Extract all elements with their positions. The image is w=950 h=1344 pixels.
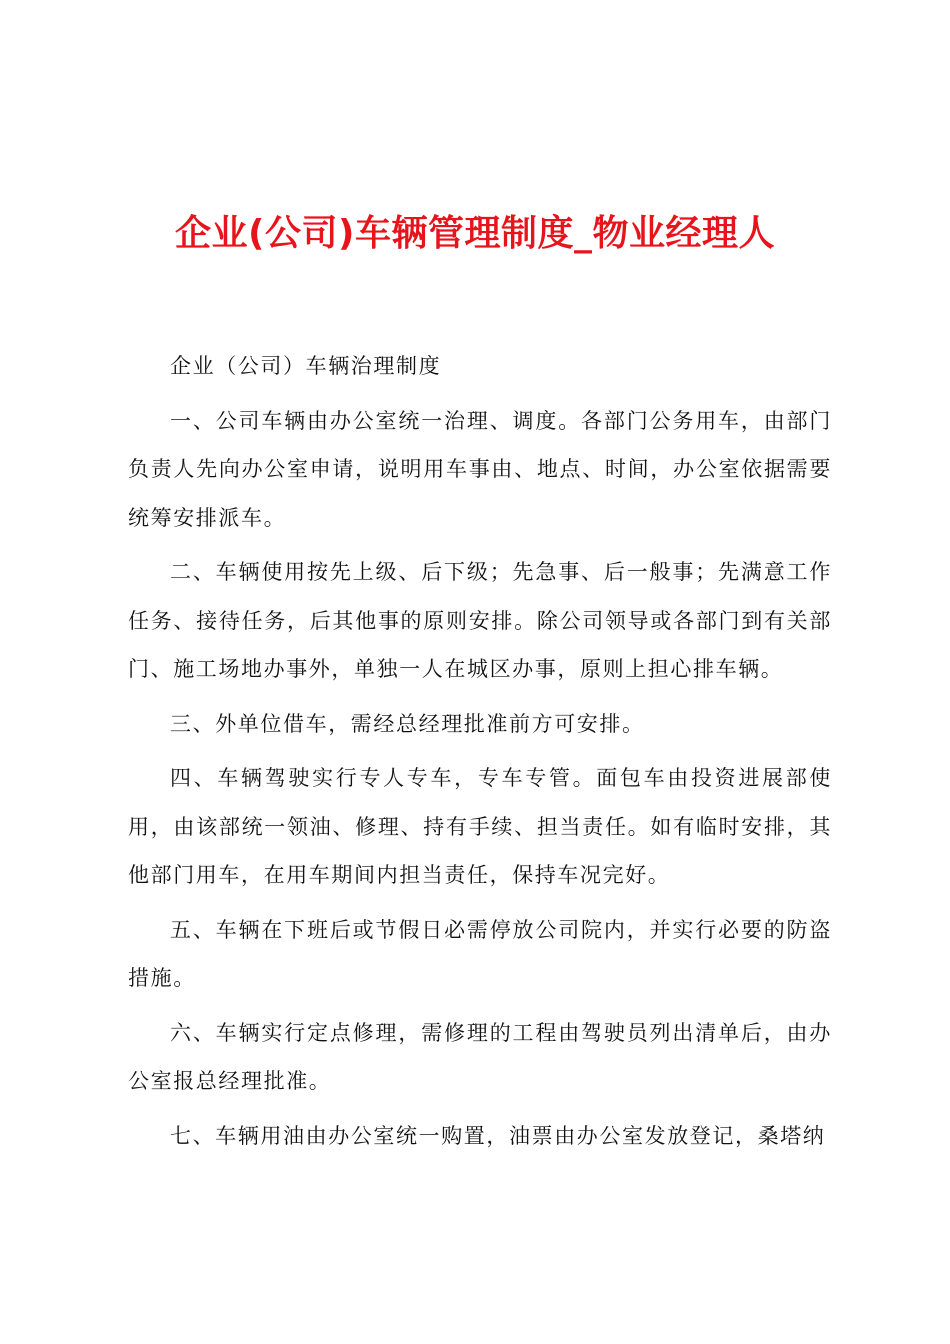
paragraph-heading: 企业（公司）车辆治理制度 xyxy=(170,354,442,378)
document-body xyxy=(128,342,832,1166)
paragraph-3: 三、外单位借车，需经总经理批准前方可安排。 xyxy=(170,711,645,736)
paragraph-1: 一、公司车辆由办公室统一治理、调度。各部门公务用车，由部门负责人先向办公室申请，说明用车事由、地点、时间，办公室依据需要统筹安排派车。 xyxy=(128,408,832,530)
paragraph-6: 六、车辆实行定点修理，需修理的工程由驾驶员列出清单后，由办公室报总经理批准。 xyxy=(128,1020,832,1093)
paragraph-2: 二、车辆使用按先上级、后下级；先急事、后一般事；先满意工作任务、接待任务，后其他事的原则安排。除公司领导或各部门到有关部门、施工场地办事外，单独一人在城区办事，原则上担心排车辆。 xyxy=(128,560,832,681)
document-title: 企业(公司)车辆管理制度_物业经理人 xyxy=(175,213,775,254)
paragraph-7: 七、车辆用油由办公室统一购置，油票由办公室发放登记，桑塔纳 xyxy=(170,1123,826,1148)
paragraph-5: 五、车辆在下班后或节假日必需停放公司院内，并实行必要的防盗措施。 xyxy=(128,917,832,990)
paragraph-4: 四、车辆驾驶实行专人专车，专车专管。面包车由投资进展部使用，由该部统一领油、修理、持有手续、担当责任。如有临时安排，其他部门用车，在用车期间内担当责任，保持车况完好。 xyxy=(128,766,832,887)
